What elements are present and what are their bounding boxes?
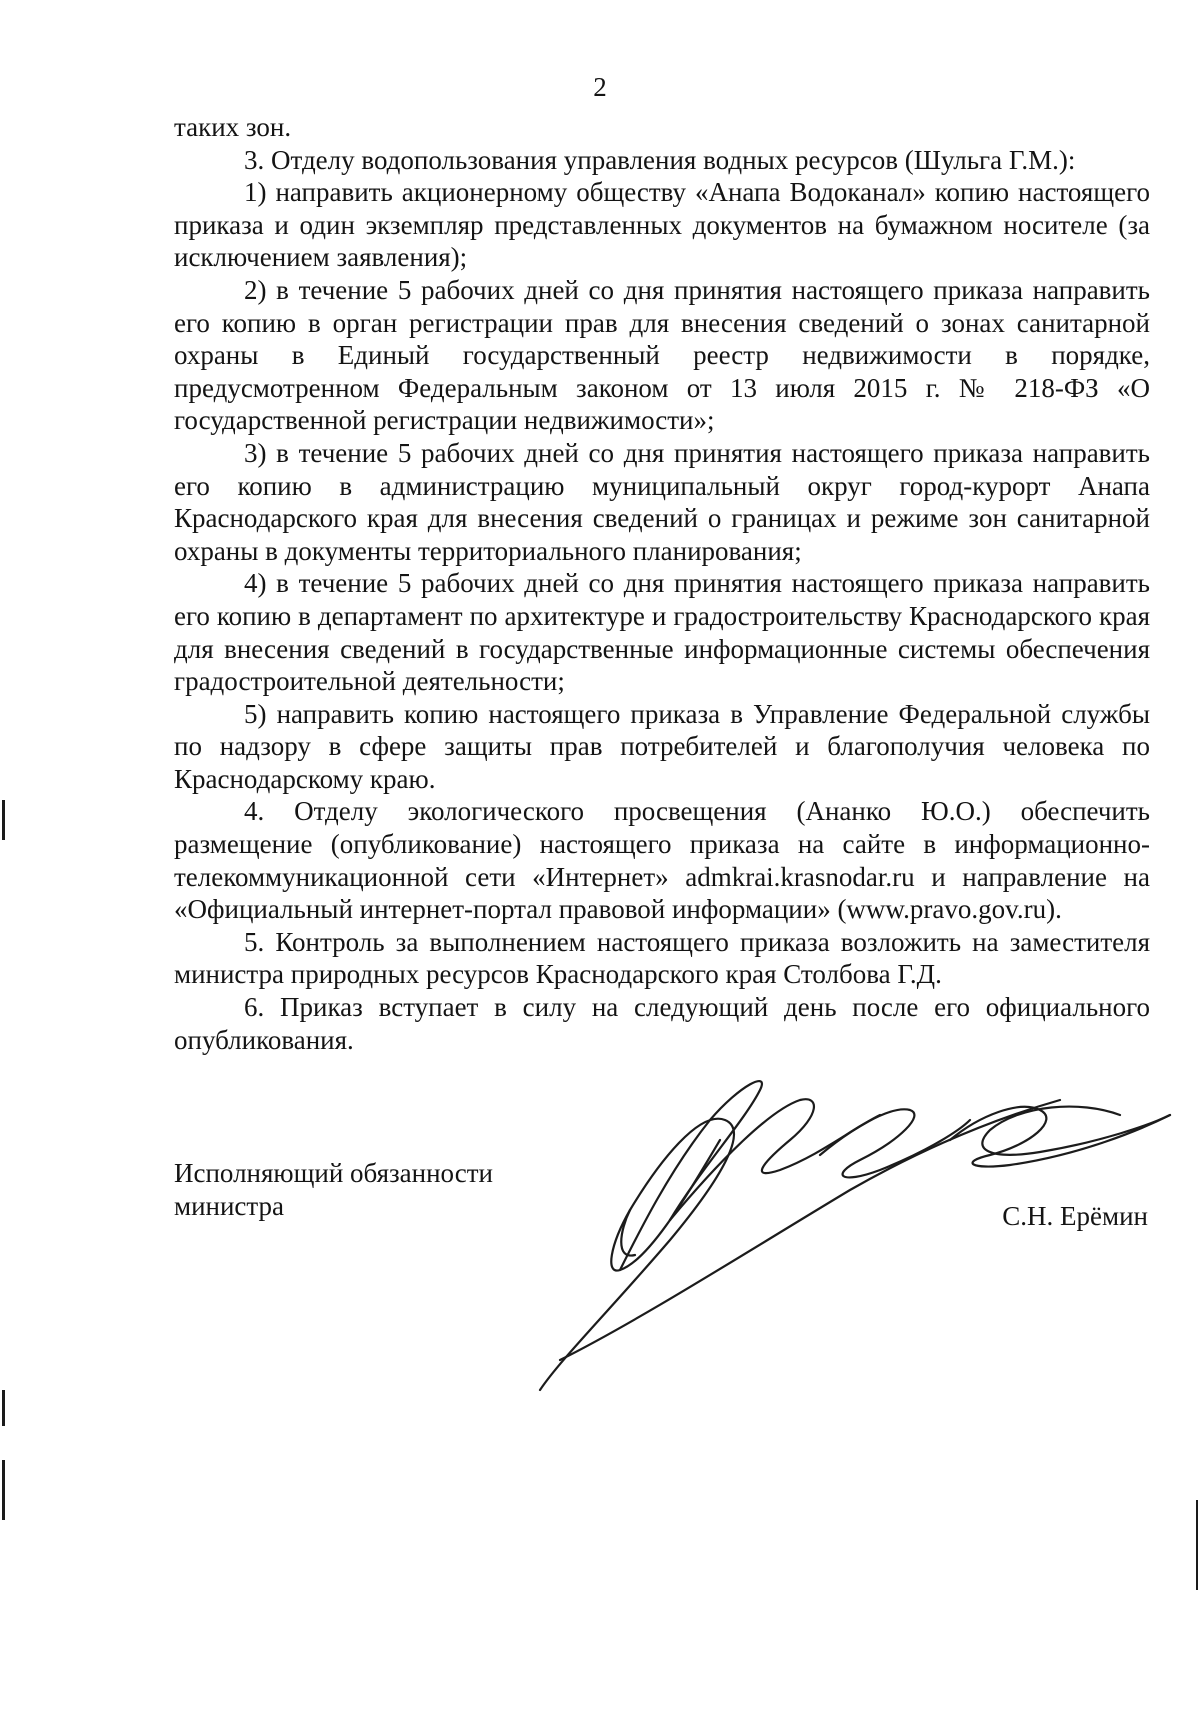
signatory-title-line2: министра	[174, 1190, 285, 1221]
paragraph: 3) в течение 5 рабочих дней со дня принятия настоящего приказа направить его копию в администрацию муниципальный округ город-курорт Анапа Краснодарского края для внесения сведений о границах и режиме зон санитарной охраны в документы территориального планирования;	[174, 437, 1150, 566]
document-body	[174, 111, 1150, 1056]
page-number: 2	[593, 72, 607, 102]
scan-artifact-mark	[2, 1390, 5, 1426]
signatory-title-line1: Исполняющий обязанности	[174, 1158, 493, 1188]
paragraph: 3. Отделу водопользования управления водных ресурсов (Шульга Г.М.):	[244, 144, 1076, 175]
scan-artifact-mark	[2, 1460, 5, 1520]
paragraph: 1) направить акционерному обществу «Анапа Водоканал» копию настоящего приказа и один экземпляр представленных документов на бумажном носителе (за исключением заявления);	[174, 177, 1150, 273]
paragraph: таких зон.	[174, 112, 292, 142]
paragraph: 5. Контроль за выполнением настоящего приказа возложить на заместителя министра природных ресурсов Краснодарского края Столбова Г.Д.	[174, 926, 1150, 990]
paragraph: 2) в течение 5 рабочих дней со дня принятия настоящего приказа направить его копию в орган регистрации прав для внесения сведений о зонах санитарной охраны в Единый государственный реестр недвижимости в порядке, предусмотренном Федеральным законом от 13 июля 2015 г. № 218-ФЗ «О государственной регистрации недвижимости»;	[174, 274, 1150, 436]
paragraph: 4. Отделу экологического просвещения (Ананко Ю.О.) обеспечить размещение (опубликование) настоящего приказа на сайте в информационно-телекоммуникационной сети «Интернет» admkrai.krasnodar.ru и направление на «Официальный интернет-портал правовой информации» (www.pravo.gov.ru).	[174, 796, 1150, 925]
paragraph: 4) в течение 5 рабочих дней со дня принятия настоящего приказа направить его копию в департамент по архитектуре и градостроительству Краснодарского края для внесения сведений в государственные информационные системы обеспечения градостроительной деятельности;	[174, 568, 1150, 697]
signatory-title	[174, 1157, 493, 1222]
paragraph: 6. Приказ вступает в силу на следующий день после его официального опубликования.	[174, 992, 1150, 1055]
scan-artifact-mark	[1196, 1500, 1198, 1590]
signatory-name: С.Н. Ерёмин	[1002, 1201, 1148, 1231]
handwritten-signature	[520, 1060, 1180, 1400]
paragraph: 5) направить копию настоящего приказа в Управление Федеральной службы по надзору в сфере защиты прав потребителей и благополучия человека по Краснодарскому краю.	[174, 698, 1150, 794]
scan-artifact-mark	[2, 800, 5, 840]
